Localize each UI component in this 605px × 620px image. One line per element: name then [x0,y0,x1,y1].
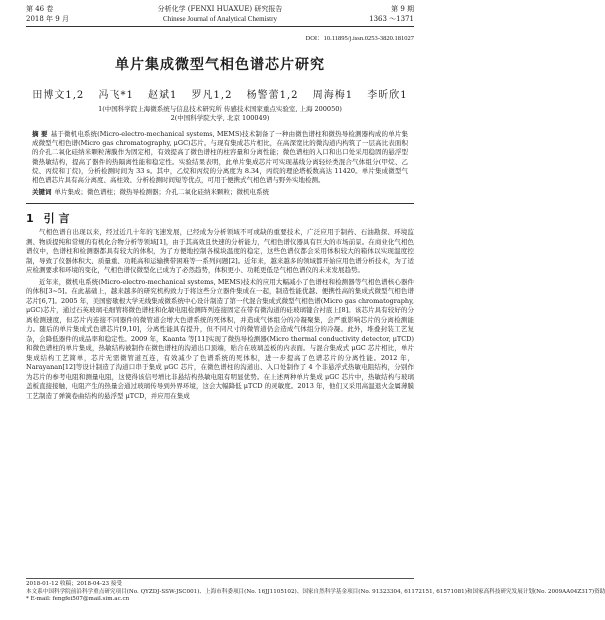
section-number: 1 [26,212,34,226]
section-title: 引 言 [43,212,70,226]
abstract-text: 基于微机电系统(Micro-electro-mechanical systems, MEMS)技术制备了一种由微色谱柱和微热导检测器构成的单片集成微型气相色谱(Micro gas chromatography, μGC)芯片。与现有集成芯片相比，在高深宽比的微沟道内构筑了一层高比表面积的介孔二氧化硅纳米颗粒薄膜作为固定相，有效提高了微色谱柱的柱容量和分离性能；微色谱柱的入口和出口处采用稳固的悬浮型微热敏结构，提高了器件的热隔离性能和稳定性。实验结果表明，此单片集成芯片可实现基线分离轻烃类混合气体组分(甲烷、乙烷、丙烷和丁烷)，分析检测时间为 33 s。其中，乙烷和丙烷的分离度为 8.34，丙烷的理论塔板数高达 11420。单片集成微型气相色谱芯片具有高分离度、高柱效、分析检测时间短等优点，可用于便携式气相色谱与野外实地检测。 [32,130,408,185]
abstract-label: 摘 要 [32,130,48,138]
divider [26,203,414,204]
affiliation-2: 2(中国科学院大学, 北京 100049) [170,114,270,122]
affiliations [26,105,414,123]
section-heading [26,210,414,226]
keywords [26,188,414,197]
doi: DOI：10.11895/j.issn.0253-3820.181027 [305,35,414,42]
header-pages: 1363 ～1371 [369,15,414,23]
author-list: 田博文1,2 冯飞*1 赵斌1 罗凡1,2 杨警蕾1,2 周海梅1 李昕欣1 [32,90,408,101]
running-header [26,0,414,27]
keywords-text: 单片集成；微色谱柱；微热导检测器；介孔二氧化硅纳米颗粒；微机电系统 [54,188,269,197]
paper-title: 单片集成微型气相色谱芯片研究 [115,57,325,73]
abstract [26,130,414,185]
keywords-label: 关键词 [32,188,52,197]
footnote-dates: 2018-01-12 收稿；2018-04-23 接受 [26,581,123,587]
header-date: 2018 年 9 月 [26,15,69,23]
footnote-funding: 本文系中国科学院前沿科学重点研究项目(No. QYZDJ-SSW-JSC001)、上海市科委项目(No. 16JJ1105102)、国家自然科学基金项目(No. 91323304, 61172151, 61571081)和国家高科技研究发展计划(No. 2009AA04Z317)资助 [26,588,605,595]
section-body [26,228,414,401]
affiliation-1: 1(中国科学院上海微系统与信息技术研究所 传感技术国家重点实验室, 上海 200050) [98,105,342,113]
header-issue: 第 9 期 [391,5,414,13]
footnotes [26,578,605,604]
header-journal-cn: 分析化学 (FENXI HUAXUE) 研究报告 [157,5,283,13]
header-volume: 第 46 卷 [26,5,54,13]
paragraph-1: 气相色谱自出现以来，经过近几十年的飞速发展，已经成为分析领域不可或缺的重要技术，广泛应用于制药、石油勘探、环境监测、物质提纯和常规的有机化合物分析等领域[1]，由于其高效且快速的分析能力，气相色谱仪器具有巨大的市场前景。在商业化气相色谱仪中，色谱柱和检测器都具有较大的体积，为了方便地控制各模块温度的稳定，这些色谱仪都会采用体积较大的箱体以实现温度控制，导致了仪器体积大、质量重、功耗高和运输携带困难等一系列问题[2]。近年来，越来越多的领域都开始应用色谱分析技术，为了适应检测要求和环境的变化，气相色谱仪微型化已成为了必然趋势，体积更小、功耗更低是气相色谱仪的未来发展趋势。 [26,228,414,275]
header-journal-en: Chinese Journal of Analytical Chemistry [163,15,277,23]
paragraph-2: 近年来，微机电系统(Micro-electro-mechanical systems, MEMS)技术的应用大幅减小了色谱柱和检测器等气相色谱核心器件的体积[3~5]。在此基础上，越来越多的研究机构致力于将这些分立器件集成在一起，制造性能优越、便携性高的集成式微型气相色谱芯片[6,7]。2005 年，美国密歇根大学无线集成微系统中心设计制造了第一代混合集成式微型气相色谱(Micro gas chromatography, μGC)芯片，通过石英玻璃毛细管将微色谱柱和化敏电阻检测阵列连接固定在带有微沟道的硅玻璃键合衬底上[8]。该芯片具有较好的分离检测速度，但芯片内连接不同器件的微管道会增大色谱系统的死体积，并造成气体组分的冷凝聚集，会严重影响芯片的分离检测能力。随后的单片集成式色谱芯片[9,10]，分离性能具有提升，但不同尺寸的微管道仍会造成气体组分的冷凝。此外，堆叠封装工艺复杂，会降低器件的成品率和稳定性。2009 年，Kaanta 等[11]实现了微热导检测器(Micro thermal conductivity detector, μTCD)和微色谱柱的单片集成，热敏结构被制作在微色谱柱的沟道出口顶端，贴合在玻璃盖板的内表面。与混合集成式 μGC 芯片相比，单片集成结构工艺简单，芯片无需微管道互连，有效减少了色谱系统的死体积，进一步提高了色谱芯片的分离性能。2012 年，Narayanan[12]等设计制造了沟道口串于集成 μGC 芯片，在微色谱柱的沟道出、入口处制作了 4 个非悬浮式热敏电阻结构，分别作为芯片的参考电阻和测量电阻，这使得该信号增比非悬结构热敏电阻有明显优势。在上述两种单片集成 μGC 芯片中，热敏结构与玻璃盖板直接接触，电阻产生的热量会通过玻璃传导到外界环境，这会大幅降低 μTCD 的灵敏度。2013 年，他们又采用高温退火金属薄膜工艺制造了弹簧卷曲结构的悬浮型 μTCD，并应用在集成 [26,277,414,400]
footnote-email: * E-mail: fengfei507@mail.sim.ac.cn [26,596,130,603]
